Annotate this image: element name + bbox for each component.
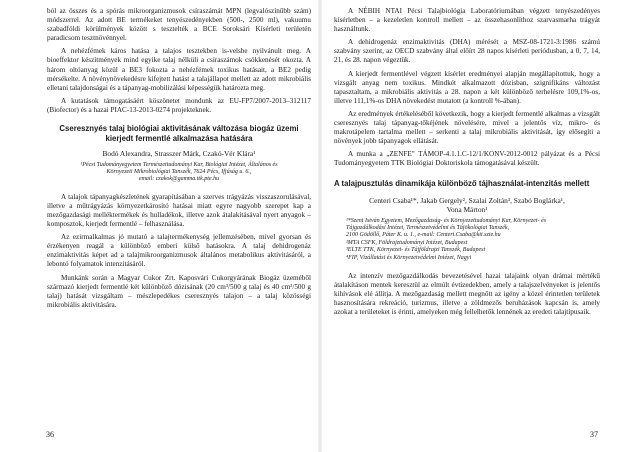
affiliation-email: email: czakok@gamma.ttk.pte.hu bbox=[138, 176, 220, 183]
paragraph: A dehidrogenáz enzimaktivitás (DHA) mérését a MSZ-08-1721-3:1986 számú szabvány szerint, az OECD szabvány által előírt 28 napos kísérleti periódusban, a 0, 7, 14, 21, és 28. napon végeztük. bbox=[334, 38, 600, 65]
affiliation-line: ⁴FIP, Vízállatási és Környezetvédelmi Intézet, Nagyi bbox=[346, 254, 472, 261]
affiliation-line: ¹Pécsi Tudományegyetem Természettudományi Kar, Biológiai Intézet, Általános és bbox=[80, 161, 278, 168]
paragraph: Az intenzív mezőgazdálkodás bevezetésével hazai talajaink olyan drámai mértékű átalakításon mentek keresztül az elmúlt évtizedekben, amely a talajszelvényeket is jelentős kihívások elé állítja. A mezőgazdaság mellett megnőtt az igény a közel érintetlen területek hasznosítására rekreáció, turizmus, illetve a zöldmezős beruházások kapcsán is, amely azokat a területeket is érinti, amelyeken még fellelhetők lennének az eredeti talajtípusaik. bbox=[334, 271, 600, 317]
affiliation-line: ³ELTE TTK, Környezet- és Tájföldrajzi Tanszék, Budapest bbox=[346, 247, 486, 254]
article-title: A talajpusztulás dinamikája különböző tájhasználat-intenzitás mellett bbox=[334, 178, 590, 188]
paragraph: A talajok tápanyagkészletének gyarapításában a szerves trágyázás visszaszorulásával, illetve a műtrágyázás környezetkárosító hatásai miatt egyre nagyobb szerepet kap a mezőgazdasági melléktermékek és hulladékok, illetve azok átalakításával nyert anyagok – komposztok, kierjedt fermentlé – felhasználása. bbox=[47, 192, 311, 229]
article-authors: Bodó Alexandra, Strasszer Márk, Czakó-Vér Klára¹ bbox=[102, 149, 256, 159]
article-authors bbox=[334, 196, 600, 215]
left-column bbox=[47, 7, 311, 314]
paragraph: A nehézfémek káros hatása a talajos tesztekben is-velsbe nyilvánult meg. A bioeffektor készítmények mind egyike talaj nélküli a csíraszámok csökkenését okozta. A három oltóanyag közül a BE3 fokozta a nehézfémek toxikus hatásait, a BE2 pedig mérsékelte. A növénynövekedésre kifejtett hatást a talajállapot mellett az adott mikrobiális elletani talajdonságai és a tápanyag-mobilizálási képességük határozta meg. bbox=[47, 47, 311, 92]
paragraph: Munkánk során a Magyar Cukor Zrt. Kaposvári Cukorgyárának Biogáz üzeméből származó kierjedt fermentlé két különböző dózisának (20 cm³/500 g talaj és 40 cm³/500 g talaj) hatását vizsgáltam – mészlepedékes cseresznyés talajon – a talaj közösségi mikrobiális aktivitására. bbox=[47, 273, 311, 309]
affiliation-line: 2100 Gödöllő, Páter K. u. 1., e-mail: Centeri.Csaba@kti.szie.hu bbox=[346, 232, 501, 239]
right-page bbox=[320, 0, 640, 452]
article-affiliation bbox=[47, 162, 311, 184]
paragraph: Az ezirmalkalmas jó mutató a talajtermékenység jellemzésében, mivel gyorsan és érzékenyen reagál a különböző emberi külső hatásokra. A talaj dehidrogenáz enzimaktivitás képet ad a talajmikroorganizmusok általános metabolikus aktivitásáról, a lebontó folyamatok intenzitásáról. bbox=[47, 233, 311, 269]
acknowledgement: A kutatások támogatásáért köszönetet mondunk az EU-FP7/2007-2013–312117 (Biofector) és a hazai PIAC-13-2013-0274 projekteknek. bbox=[47, 96, 311, 114]
paragraph: Az eredmények értékeléséből következik, hogy a kierjedt fermentlé alkalmas a vizsgált cseresznyés talaj tápanyag-tőkéjének növelésére, mivel a jelentős víz, mikro- és makrotápelem tartalma mellett – serkenti a talaj mikrobiális aktivitását, így elősegíti a növények jobb tápanyagok ellátását. bbox=[334, 109, 600, 146]
acknowledgement: A munka a „ZENFE" TÁMOP-4.1.1.C-12/1/KONV-2012-0012 pályázat és a Pécsi Tudományegyetem TTK Biológiai Doktoriskola támogatásával készült. bbox=[334, 150, 600, 168]
article-title: Cseresznyés talaj biológiai aktivitásának változása biogáz üzemi kierjedt fermentlé alkalmazása hatására bbox=[59, 124, 299, 144]
page-number: 37 bbox=[590, 430, 598, 439]
authors-line: Vona Márton¹ bbox=[446, 205, 488, 214]
page-number: 36 bbox=[46, 430, 54, 439]
authors-line: Centeri Csaba¹*, Jakab Gergely², Szalai Zoltán³, Szabó Boglárka¹, bbox=[369, 195, 565, 205]
affiliation-line: Tájgazdálkodási Intézet, Természetvédelmi és Tájökológiai Tanszék, bbox=[346, 224, 510, 231]
article-affiliation bbox=[334, 218, 600, 262]
affiliation-line: ¹*Szent István Egyetem, Mezőgazdaság- és Környezettudományi Kar, Környezet- és bbox=[346, 217, 547, 224]
affiliation-line: Környezeti Mikrobiológiai Tanszék, 7624 Pécs, Ifjúság u. 6., bbox=[106, 168, 252, 175]
affiliation-line: ²MTA CSFK, Földrajztudományi Intézet, Budapest bbox=[346, 239, 468, 246]
paragraph: A NÉBIH NTAI Pécsi Talajbiológia Laboratóriumában végzett tenyészedényes kísérletben – a kezeletlen kontroll mellett – az összehasonlíthoz szarvasmarha trágyát használtunk. bbox=[334, 7, 600, 34]
paragraph: A kierjedt fermentlével végzett kísérlet eredményei alapján megállapítottuk, hogy a vizsgált anyag nem toxikus. Mindkét alkalmazott dózisban, szignifikáns változást tapasztaltam, a mikrobiális aktivitás a 28. napon a két különböző terhelésre 109,1%-os, illetve 111,1%-os DHA növekedést mutatott (a kontroll %-ában). bbox=[334, 69, 600, 105]
right-column bbox=[334, 7, 600, 321]
paragraph: ból az összes és a spórás mikroorganizmusok csíraszámát MPN (legvalószínűbb szám) módszerrel. Az adott BE termékeket tenyészedényekben (500-, 2500 ml), vakuumu szabadföldi körülmények között s tesztelték a BCE Soroksári Kísérleti területén paradicsom tesztnövénnyel. bbox=[47, 7, 311, 43]
